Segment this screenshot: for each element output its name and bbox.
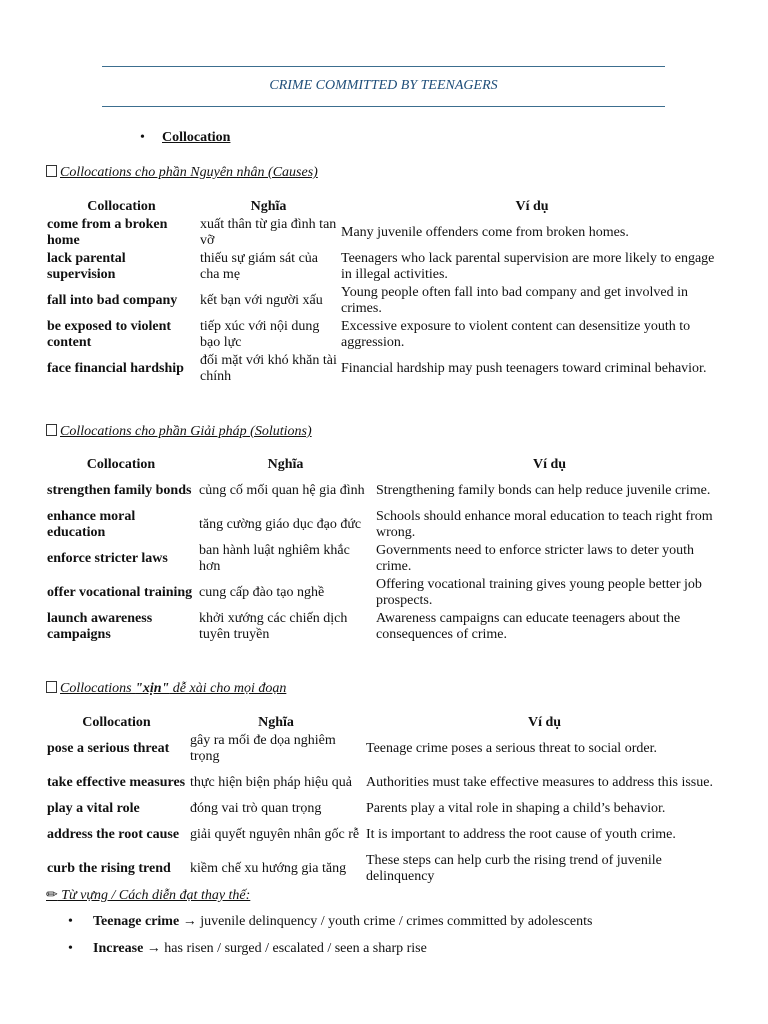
column-header: Collocation	[82, 715, 151, 730]
missing-glyph-icon	[46, 424, 57, 436]
meaning-cell: kiềm chế xu hướng gia tăng	[190, 861, 347, 876]
example-cell: It is important to address the root cause of youth crime.	[366, 827, 676, 842]
collocation-cell: enforce stricter laws	[47, 551, 168, 566]
table-row	[45, 800, 725, 818]
title-rule-bottom	[102, 106, 665, 107]
column-header: Collocation	[86, 457, 156, 472]
general-table	[45, 714, 725, 886]
column-header: Collocation	[87, 199, 156, 214]
causes-section-title: Collocations cho phần Nguyên nhân (Causes)	[46, 165, 318, 181]
table-row	[45, 474, 725, 508]
example-cell: Schools should enhance moral education to teach right from wrong.	[376, 509, 713, 540]
collocation-cell: launch awareness campaigns	[47, 611, 153, 642]
collocation-cell: curb the rising trend	[47, 861, 171, 876]
meaning-cell: đóng vai trò quan trọng	[190, 801, 322, 816]
table-row	[45, 318, 725, 352]
general-section-title: Collocations "xịn" dễ xài cho mọi đoạn	[46, 681, 286, 697]
example-cell: These steps can help curb the rising trend of juvenile delinquency	[366, 853, 662, 884]
table-row	[45, 352, 725, 386]
example-cell: Awareness campaigns can educate teenagers about the consequences of crime.	[376, 611, 681, 642]
collocation-cell: play a vital role	[47, 801, 140, 816]
table-row	[45, 610, 725, 644]
meaning-cell: thực hiện biện pháp hiệu quả	[190, 775, 352, 790]
table-header-row	[45, 714, 725, 732]
example-cell: Teenage crime poses a serious threat to social order.	[366, 741, 657, 756]
meaning-cell: gây ra mối đe dọa nghiêm trọng	[190, 733, 336, 764]
column-header: Ví dụ	[532, 457, 567, 472]
meaning-cell: tăng cường giáo dục đạo đức	[199, 517, 362, 532]
table-row	[45, 508, 725, 542]
collocation-cell: enhance moral education	[47, 509, 136, 540]
meaning-cell: đối mặt với khó khăn tài chính	[200, 353, 337, 384]
example-cell: Financial hardship may push teenagers toward criminal behavior.	[341, 361, 707, 376]
column-header: Nghĩa	[267, 457, 304, 472]
table-header-row	[45, 198, 725, 216]
column-header: Nghĩa	[250, 199, 287, 214]
collocation-cell: lack parental supervision	[47, 251, 126, 282]
causes-table	[45, 198, 725, 386]
document-title: CRIME COMMITTED BY TEENAGERS	[269, 78, 498, 93]
bullet-icon: •	[68, 914, 73, 929]
column-header: Ví dụ	[527, 715, 562, 730]
collocation-heading: • Collocation	[140, 130, 231, 145]
example-cell: Governments need to enforce stricter laws to deter youth crime.	[376, 543, 695, 574]
vocab-item: • Teenage crime → juvenile delinquency / youth crime / crimes committed by adolescents	[68, 914, 593, 929]
vocab-heading: ✏ Từ vựng / Cách diễn đạt thay thế:	[46, 888, 251, 903]
table-row	[45, 766, 725, 800]
meaning-cell: xuất thân từ gia đình tan vỡ	[200, 217, 337, 248]
missing-glyph-icon	[46, 165, 57, 177]
solutions-table	[45, 456, 725, 644]
example-cell: Authorities must take effective measures to address this issue.	[366, 775, 713, 790]
table-row	[45, 542, 725, 576]
meaning-cell: khởi xướng các chiến dịch tuyên truyền	[199, 611, 348, 642]
bullet-icon: •	[140, 130, 145, 145]
collocation-cell: offer vocational training	[47, 585, 193, 600]
table-row	[45, 250, 725, 284]
collocation-cell: come from a broken home	[47, 217, 168, 248]
meaning-cell: giải quyết nguyên nhân gốc rễ	[190, 827, 360, 842]
column-header: Nghĩa	[258, 715, 294, 730]
meaning-cell: tiếp xúc với nội dung bạo lực	[200, 319, 320, 350]
example-cell: Strengthening family bonds can help reduce juvenile crime.	[376, 483, 711, 498]
collocation-cell: strengthen family bonds	[47, 483, 192, 498]
example-cell: Young people often fall into bad company and get involved in crimes.	[341, 285, 688, 316]
collocation-cell: face financial hardship	[47, 361, 184, 376]
vocab-item: • Increase → has risen / surged / escalated / seen a sharp rise	[68, 941, 427, 956]
example-cell: Parents play a vital role in shaping a child’s behavior.	[366, 801, 666, 816]
collocation-cell: fall into bad company	[47, 293, 178, 308]
table-row	[45, 284, 725, 318]
table-header-row	[45, 456, 725, 474]
pencil-icon: ✏	[46, 888, 58, 903]
collocation-cell: be exposed to violent content	[47, 319, 172, 350]
column-header: Ví dụ	[515, 199, 549, 214]
example-cell: Excessive exposure to violent content can desensitize youth to aggression.	[341, 319, 691, 350]
title-rule-top	[102, 66, 665, 67]
meaning-cell: củng cố mối quan hệ gia đình	[199, 483, 365, 498]
meaning-cell: cung cấp đào tạo nghề	[199, 585, 325, 600]
collocation-cell: take effective measures	[47, 775, 186, 790]
table-row	[45, 216, 725, 250]
meaning-cell: kết bạn với người xấu	[200, 293, 323, 308]
missing-glyph-icon	[46, 681, 57, 693]
solutions-section-title: Collocations cho phần Giải pháp (Solutions)	[46, 424, 312, 440]
collocation-cell: address the root cause	[47, 827, 180, 842]
table-row	[45, 818, 725, 852]
arrow-icon: →	[179, 914, 201, 929]
table-row	[45, 576, 725, 610]
table-row	[45, 732, 725, 766]
table-row	[45, 852, 725, 886]
collocation-cell: pose a serious threat	[47, 741, 170, 756]
meaning-cell: thiếu sự giám sát của cha mẹ	[200, 251, 319, 282]
example-cell: Teenagers who lack parental supervision are more likely to engage in illegal activities.	[341, 251, 715, 282]
arrow-icon: →	[143, 941, 165, 956]
bullet-icon: •	[68, 941, 73, 956]
example-cell: Offering vocational training gives young people better job prospects.	[376, 577, 702, 608]
example-cell: Many juvenile offenders come from broken homes.	[341, 225, 629, 240]
meaning-cell: ban hành luật nghiêm khắc hơn	[199, 543, 350, 574]
